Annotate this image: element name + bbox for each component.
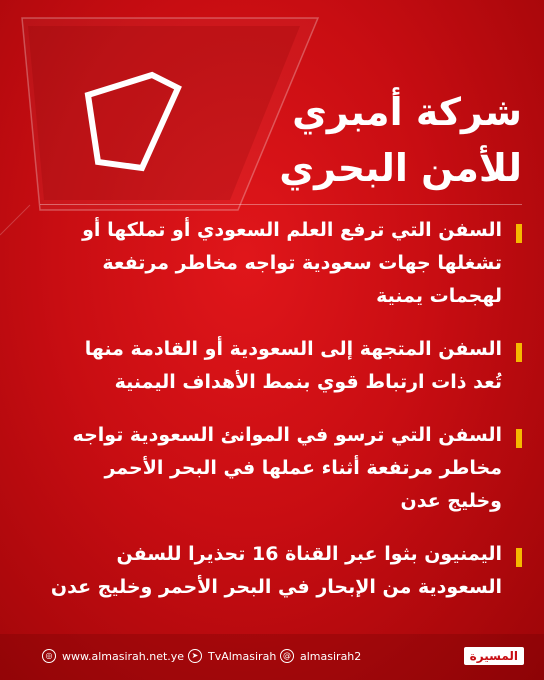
bullet-item: [32, 214, 522, 313]
bullet-line: السفن التي ترسو في الموانئ السعودية تواجه: [72, 424, 502, 446]
bullet-marker: [516, 429, 522, 448]
divider: [40, 204, 522, 205]
bullet-item: [32, 538, 522, 604]
footer-website[interactable]: [42, 649, 184, 663]
bullet-marker: [516, 224, 522, 243]
footer-bar: [0, 634, 544, 680]
headline-line-1: شركة أمبري: [292, 90, 522, 134]
website-link[interactable]: www.almasirah.net.ye: [62, 649, 185, 663]
handle-link[interactable]: almasirah2: [300, 649, 362, 663]
bullet-line: تشغلها جهات سعودية تواجه مخاطر مرتفعة: [102, 252, 502, 274]
bullet-line: السعودية من الإبحار في البحر الأحمر وخليج عدن: [50, 576, 502, 598]
bullet-line: اليمنيون بثوا عبر القناة 16 تحذيرا للسفن: [116, 543, 502, 565]
bullet-line: تُعد ذات ارتباط قوي بنمط الأهداف اليمنية: [114, 371, 502, 393]
almasirah-logo: المسيرة: [464, 647, 524, 665]
headline-line-2: للأمن البحري: [279, 146, 522, 190]
bullet-line: وخليج عدن: [400, 490, 502, 512]
headline: [192, 84, 522, 196]
bullet-line: السفن المتجهة إلى السعودية أو القادمة منها: [84, 338, 502, 360]
bullet-marker: [516, 548, 522, 567]
bullet-item: [32, 419, 522, 518]
footer-handle[interactable]: [280, 649, 361, 663]
bullet-line: السفن التي ترفع العلم السعودي أو تملكها أو: [82, 219, 502, 241]
bullet-item: [32, 333, 522, 399]
bullet-marker: [516, 343, 522, 362]
channel-link[interactable]: TvAlmasirah: [208, 649, 277, 663]
footer-channel[interactable]: [188, 649, 276, 663]
bullet-list: [32, 214, 522, 604]
globe-icon: ◎: [42, 649, 56, 663]
bullet-line: لهجمات يمنية: [376, 285, 502, 307]
bullet-line: مخاطر مرتفعة أثناء عملها في البحر الأحمر: [104, 457, 502, 479]
telegram-icon: ➤: [188, 649, 202, 663]
at-sign-icon: @: [280, 649, 294, 663]
